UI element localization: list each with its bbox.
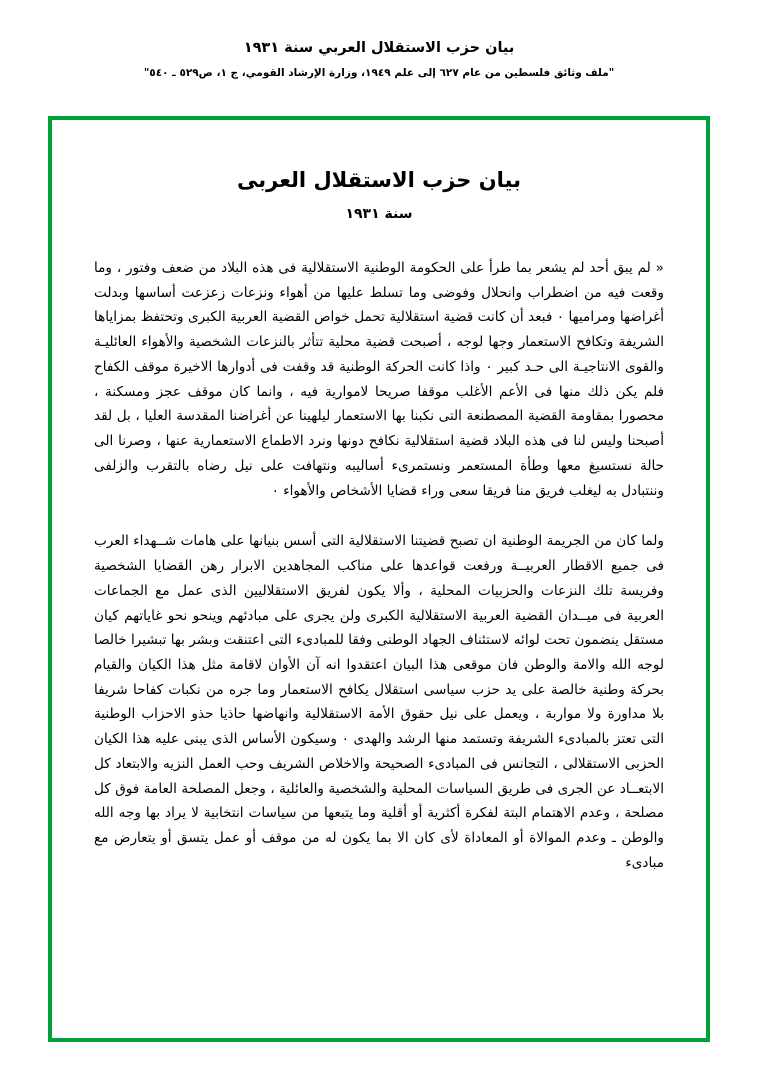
document-header-title: بيان حزب الاستقلال العربي سنة ١٩٣١ bbox=[243, 40, 515, 56]
green-border-frame bbox=[48, 116, 710, 1042]
body-text bbox=[88, 256, 670, 876]
page-title: بيان حزب الاستقلال العربى bbox=[237, 168, 521, 192]
frame-content bbox=[52, 120, 706, 1038]
paragraph-1: « لم يبق أحد لم يشعر بما طرأ على الحكومة الوطنية الاستقلالية فى هذه البلاد من ضعف وفتور ، وما وقعت فيه من اضطراب وانحلال وفوضى وما تسلط عليها من أهواء ونزعات زعزعت أساسها وبدلت أغراضها ومراميها ٠ فبعد أن كانت قضية استقلالية تحمل خواص القضية العربية الكبرى وتحتفظ بمزاياها الشريفة وتكافح الاستعمار وجها لوجه ، أصبحت قضية محلية تتأثر بالنزعات الشخصية والأهواء العائليـة والقوى الانتاجيـة الى حـد كبير ٠ واذا كانت الحركة الوطنية قد وقفت فى أدوارها الاخيرة موقف الكفاح فلم يكن ذلك منها فى الأعم الأغلب موقفا صريحا لاموارية فيه ، وانما كان موقف عجز ومسكنة ، محصورا بمقاومة القضية المصطنعة التى نكبنا بها الاستعمار ليلهينا عن أغراضنا المقدسة العليا ، بل لقد أصبحنا وليس لنا فى هذه البلاد قضية استقلالية نكافح دونها ونرد الاطماع الاستعمارية عنها ، وصرنا الى حالة نستسيغ معها وطأة المستعمر ونستمرىء أساليبه ونتهافت على نيل رضاه بالتقرب والزلفى وننتبادل به ليغلب فريق منا فريقا سعى وراء قضايا الأشخاص والأهواء ٠ bbox=[94, 260, 665, 499]
document-header-source: "ملف وثائق فلسطين من عام ٦٢٧ إلى علم ١٩٤٩، وزارة الإرشاد القومي، ج ١، ص٥٢٩ ـ ٥٤٠" bbox=[143, 67, 615, 80]
document-header bbox=[0, 0, 758, 79]
page-subtitle-year: سنة ١٩٣١ bbox=[345, 206, 413, 222]
paragraph-2: ولما كان من الجريمة الوطنية ان تصبح قضيتنا الاستقلالية التى أسس بنيانها على هامات شــهداء العرب فى جميع الاقطار العربيــة ورفعت قواعدها على مناكب المجاهدين الابرار رهن القضايا الشخصية وفريسة تلك النزعات والحزبيات المحلية ، وألا يكون لفريق الاستقلاليين الذى عمل مع الجماعات العربية فى ميــدان القضية العربية الاستقلالية الكبرى ولن يجرى على مبادئهم وينحو نحو غاياتهم كيان مستقل ينضمون تحت لوائه لاستئناف الجهاد الوطنى وفقا للمبادىء التى اعتنقت وبشر بها تبشيرا خالصا لوجه الله والامة والوطن فان موقعى هذا البيان اعتقدوا انه آن الأوان لاقامة مثل هذا الكيان والقيام بحركة وطنية خالصة على يد حزب سياسى استقلال يكافح الاستعمار وما جره من نكبات كفاحا شريفا بلا مداورة ولا مواربة ، ويعمل على نيل حقوق الأمة الاستقلالية وانهاضها حاذيا حذو الاحزاب الوطنية التى تعتز بالمبادىء الشريفة وتستمد منها الرشد والهدى ٠ وسيكون الأساس الذى يبنى عليه هذا الكيان الحزبى الاستقلالى ، التجانس فى المبادىء الصحيحة والاخلاص الشريف وحب العمل النزيه والابتعاد كل الابتعــاد عن الجرى فى طريق السياسات المحلية والشخصية والعائلية ، وجعل المصلحة العامة فوق كل مصلحة ، وعدم الاهتمام البتة لفكرة أكثرية أو أقلية وما يتبعها من سياسات انتخابية لا يراد بها وجه الله والوطن ـ وعدم الموالاة أو المعاداة لأى كان الا بما يكون له من موقف أو عمل يتسق أو يتعارض مع مبادىء bbox=[94, 533, 664, 871]
